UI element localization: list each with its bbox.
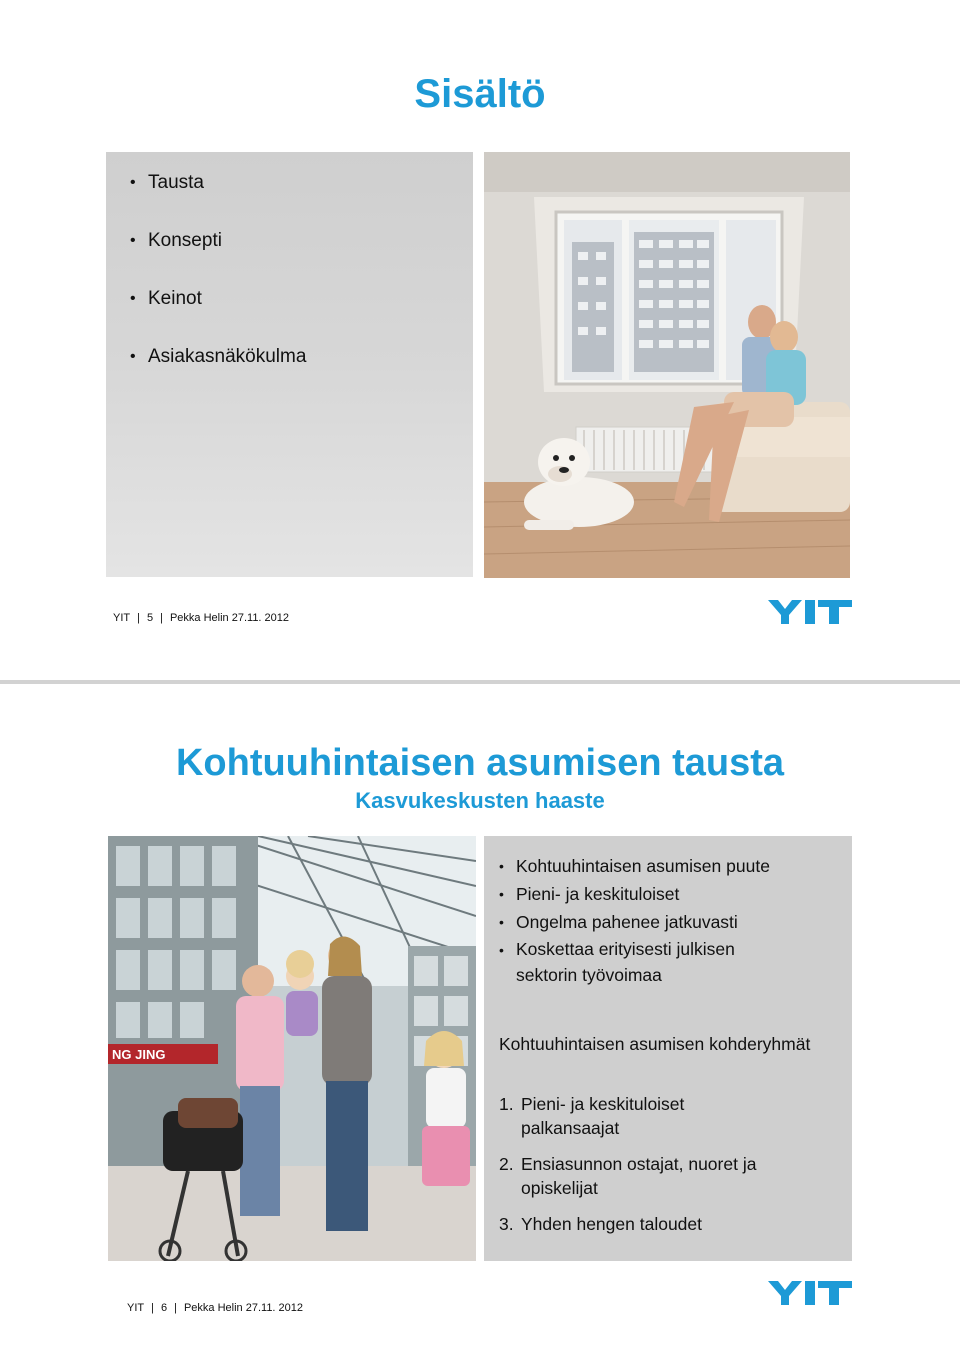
footer-author-date: Pekka Helin 27.11. 2012 — [183, 1302, 304, 1314]
contents-panel — [106, 152, 473, 577]
slide-2-title: Kohtuuhintaisen asumisen tausta — [175, 742, 785, 784]
footer-separator: | — [151, 1302, 154, 1314]
slide-1 — [0, 0, 960, 680]
target-group-number: 3. — [499, 1214, 514, 1234]
problem-item-line: • Koskettaa erityisesti julkisen — [516, 939, 735, 959]
target-group-item — [499, 1092, 844, 1140]
target-group-line: Pieni- ja keskituloiset — [521, 1094, 685, 1114]
footer-brand: YIT — [113, 612, 131, 624]
slide-1-title: Sisältö — [414, 72, 546, 116]
yit-logo-mark — [768, 600, 852, 624]
contents-item: • Asiakasnäkökulma — [130, 346, 306, 404]
target-group-line: Ensiasunnon ostajat, nuoret ja — [521, 1154, 757, 1174]
contents-item: • Tausta — [130, 172, 306, 230]
footer-separator: | — [174, 1302, 177, 1314]
target-group-item — [499, 1212, 844, 1236]
problem-item: • Pieni- ja keskituloiset — [499, 880, 770, 908]
contents-list — [130, 172, 306, 404]
yit-logo — [768, 1281, 852, 1310]
family-with-dog-photo — [484, 152, 850, 578]
contents-item: • Keinot — [130, 288, 306, 346]
footer-separator: | — [137, 612, 140, 624]
contents-item: • Konsepti — [130, 230, 306, 288]
slide-1-footer — [113, 612, 289, 624]
slide-2-subtitle: Kasvukeskusten haaste — [355, 788, 605, 813]
problem-item: • Ongelma pahenee jatkuvasti — [499, 908, 770, 936]
slide-2-footer — [127, 1302, 303, 1314]
problem-item-line: sektorin työvoimaa — [516, 965, 662, 985]
problem-item: • Kohtuuhintaisen asumisen puute — [499, 852, 770, 880]
problem-item — [499, 936, 770, 988]
family-in-shopping-mall-photo — [108, 836, 476, 1261]
family-in-shopping-mall-illustration — [108, 836, 476, 1261]
yit-logo-mark — [768, 1281, 852, 1305]
problem-list — [499, 852, 770, 988]
footer-page-number: 6 — [160, 1302, 168, 1314]
target-group-line: palkansaajat — [521, 1118, 620, 1138]
target-group-number: 1. — [499, 1094, 514, 1114]
slide-2 — [0, 684, 960, 1367]
background-panel — [484, 836, 852, 1261]
target-group-line: Yhden hengen taloudet — [521, 1214, 702, 1234]
footer-author-date: Pekka Helin 27.11. 2012 — [169, 612, 290, 624]
footer-separator: | — [160, 612, 163, 624]
target-group-number: 2. — [499, 1154, 514, 1174]
target-group-line: opiskelijat — [521, 1178, 598, 1198]
footer-page-number: 5 — [146, 612, 154, 624]
target-groups-list — [499, 1092, 844, 1248]
mall-sign-text: NG JING — [112, 1047, 166, 1062]
target-groups-heading: Kohtuuhintaisen asumisen kohderyhmät — [499, 1034, 811, 1054]
footer-brand: YIT — [127, 1302, 145, 1314]
yit-logo — [768, 600, 852, 629]
target-group-item — [499, 1152, 844, 1200]
family-with-dog-photo-illustration — [484, 152, 850, 578]
